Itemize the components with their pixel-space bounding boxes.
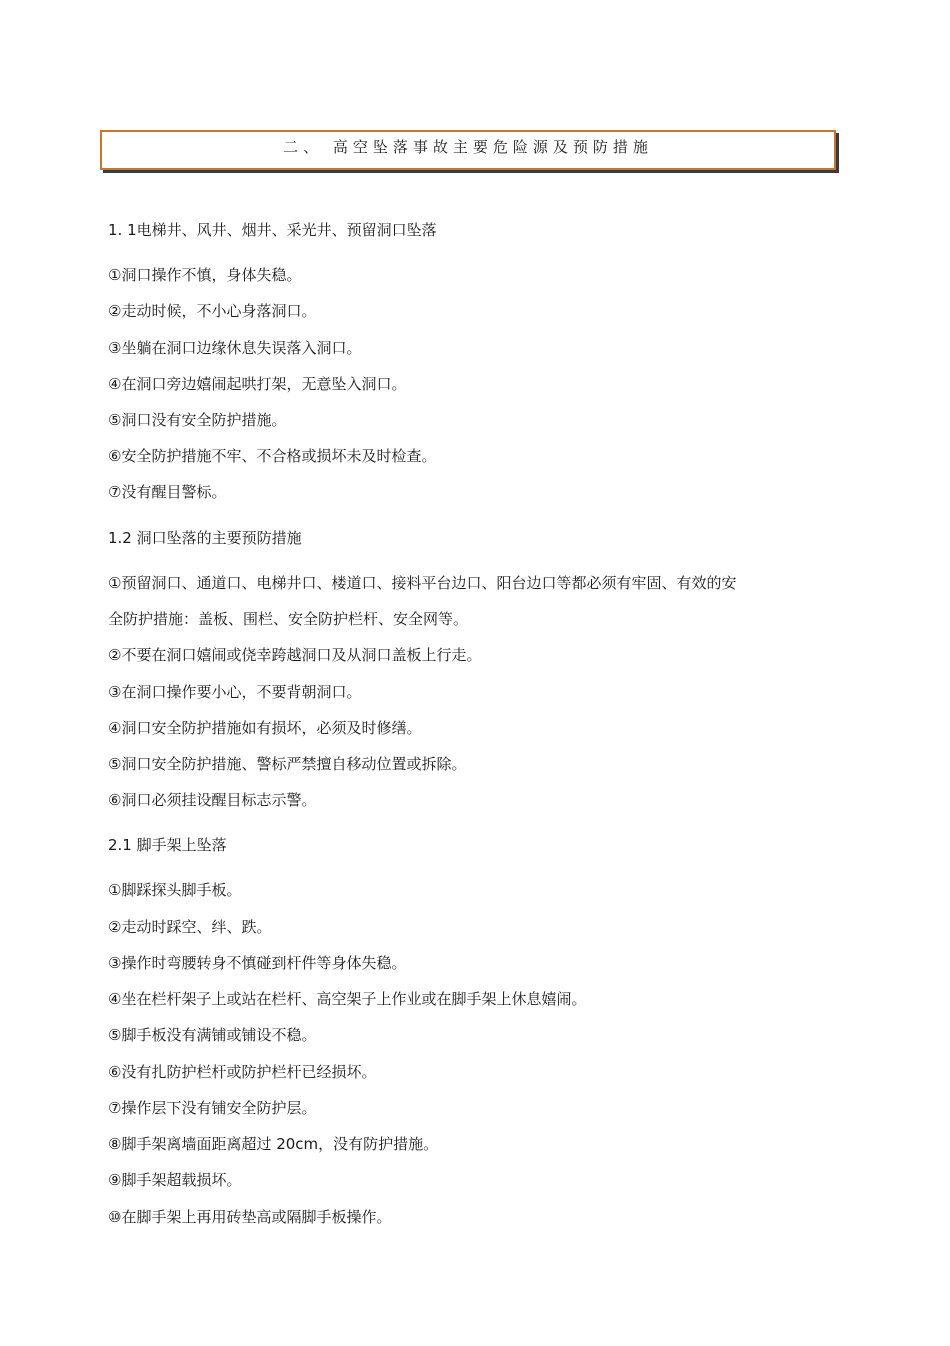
list-item: ④坐在栏杆架子上或站在栏杆、高空架子上作业或在脚手架上休息嬉闹。 xyxy=(108,990,587,1008)
list-item: ④在洞口旁边嬉闹起哄打架，无意坠入洞口。 xyxy=(108,375,407,393)
list-item: ⑦没有醒目警标。 xyxy=(108,483,227,501)
list-item: ⑥安全防护措施不牢、不合格或损坏未及时检查。 xyxy=(108,447,437,465)
section-heading: 1.2 洞口坠落的主要预防措施 xyxy=(108,529,302,547)
list-item: ②不要在洞口嬉闹或侥幸跨越洞口及从洞口盖板上行走。 xyxy=(108,646,482,664)
list-item: ③坐躺在洞口边缘休息失误落入洞口。 xyxy=(108,339,362,357)
title-box xyxy=(100,130,836,170)
list-item: ⑤洞口安全防护措施、警标严禁擅自移动位置或拆除。 xyxy=(108,755,467,773)
section-heading: 2.1 脚手架上坠落 xyxy=(108,836,227,854)
list-item: ⑥没有扎防护栏杆或防护栏杆已经损坏。 xyxy=(108,1063,377,1081)
list-item: ③操作时弯腰转身不慎碰到杆件等身体失稳。 xyxy=(108,954,407,972)
list-item: ⑤脚手板没有满铺或铺设不稳。 xyxy=(108,1026,317,1044)
list-item: ②走动时踩空、绊、跌。 xyxy=(108,918,272,936)
list-item: ②走动时候，不小心身落洞口。 xyxy=(108,302,317,320)
list-item: ⑥洞口必须挂设醒目标志示警。 xyxy=(108,791,317,809)
document-title: 二、 高空坠落事故主要危险源及预防措施 xyxy=(283,138,653,156)
section-heading: 1. 1电梯井、风井、烟井、采光井、预留洞口坠落 xyxy=(108,221,437,239)
list-item: ⑧脚手架离墙面距离超过 20cm，没有防护措施。 xyxy=(108,1135,439,1153)
list-item: ①脚踩探头脚手板。 xyxy=(108,881,242,899)
list-item: ①洞口操作不慎，身体失稳。 xyxy=(108,266,302,284)
list-item: ④洞口安全防护措施如有损坏，必须及时修缮。 xyxy=(108,719,422,737)
list-item: ⑨脚手架超载损坏。 xyxy=(108,1171,242,1189)
list-item: ⑦操作层下没有铺安全防护层。 xyxy=(108,1099,317,1117)
list-item: ③在洞口操作要小心，不要背朝洞口。 xyxy=(108,683,362,701)
list-item: ⑤洞口没有安全防护措施。 xyxy=(108,411,287,429)
list-item: 全防护措施：盖板、围栏、安全防护栏杆、安全网等。 xyxy=(108,610,469,628)
list-item: ①预留洞口、通道口、电梯井口、楼道口、接料平台边口、阳台边口等都必须有牢固、有效的安 xyxy=(108,574,737,592)
list-item: ⑩在脚手架上再用砖垫高或隔脚手板操作。 xyxy=(108,1208,392,1226)
